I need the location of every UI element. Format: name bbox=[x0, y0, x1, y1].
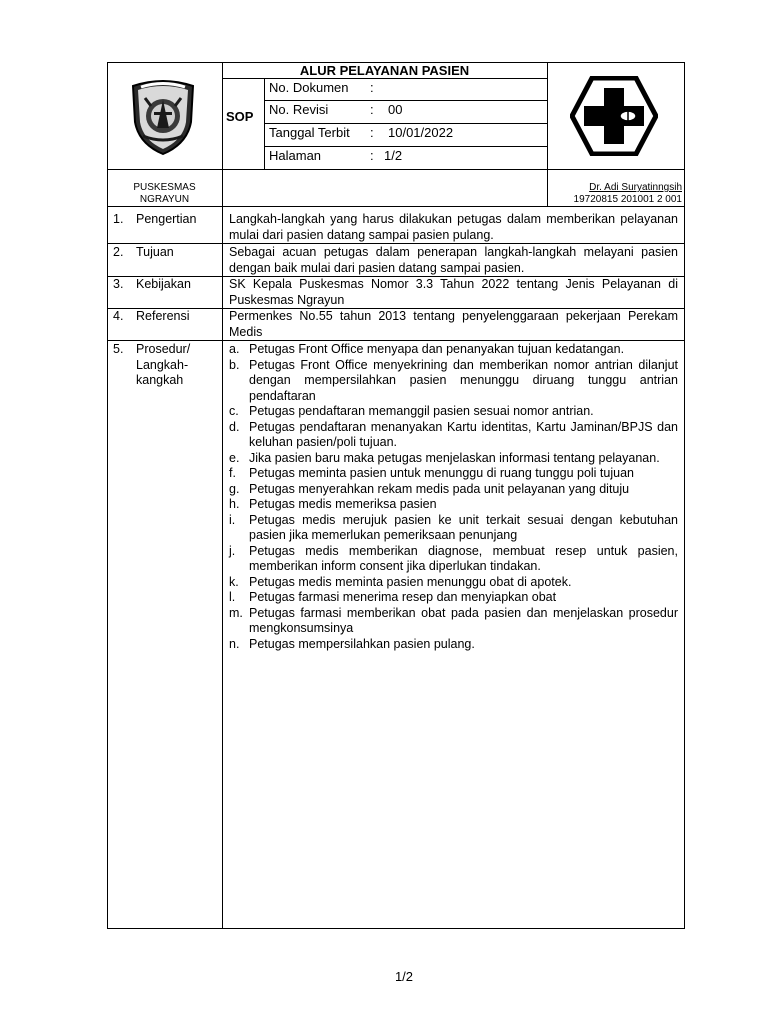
procedure-step: l. Petugas farmasi menerima resep dan menyiapkan obat bbox=[229, 590, 557, 604]
org-name-line1: PUSKESMAS bbox=[133, 182, 196, 193]
section-text-kebijakan: SK Kepala Puskesmas Nomor 3.3 Tahun 2022 tentang Jenis Pelayanan di Puskesmas Ngrayun bbox=[229, 277, 678, 307]
puskesmas-cross-icon bbox=[570, 76, 658, 156]
procedure-step: c. Petugas pendaftaran memanggil pasien sesuai nomor antrian. bbox=[229, 404, 594, 418]
section-label-referensi: Referensi bbox=[136, 309, 190, 323]
procedure-steps-list bbox=[229, 342, 678, 652]
section-label-prosedur-line1: Prosedur/ bbox=[136, 342, 191, 356]
procedure-step: i. Petugas medis merujuk pasien ke unit terkait sesuai dengan kebutuhan pasien jika memerlukan pemeriksaan penunjang bbox=[229, 512, 678, 542]
section-label-prosedur-line3: kangkah bbox=[136, 373, 184, 387]
section-label-pengertian: Pengertian bbox=[136, 212, 197, 226]
org-name-line2: NGRAYUN bbox=[139, 194, 190, 205]
divider bbox=[107, 340, 685, 341]
field-sep: : bbox=[370, 125, 374, 140]
divider bbox=[264, 146, 547, 147]
procedure-step: k. Petugas medis meminta pasien menunggu obat di apotek. bbox=[229, 574, 572, 589]
field-label: Tanggal Terbit bbox=[269, 125, 350, 140]
section-text-tujuan: Sebagai acuan petugas dalam penerapan langkah-langkah melayani pasien dengan baik mulai dari pasien datang sampai pasien. bbox=[229, 245, 678, 275]
procedure-step: j. Petugas medis memberikan diagnose, membuat resep untuk pasien, memberikan inform consent jika diperlukan tindakan. bbox=[229, 543, 678, 573]
section-text-referensi: Permenkes No.55 tahun 2013 tentang penyelenggaraan pekerjaan Perekam Medis bbox=[229, 309, 678, 339]
section-text-pengertian: Langkah-langkah yang harus dilakukan petugas dalam memberikan pelayanan mulai dari pasien datang sampai pasien pulang. bbox=[229, 212, 678, 242]
divider bbox=[107, 243, 685, 244]
section-number: 3. bbox=[113, 277, 124, 291]
divider bbox=[222, 62, 223, 929]
field-sep: : bbox=[370, 80, 374, 95]
divider bbox=[107, 169, 685, 170]
signatory-name: Dr. Adi Suryatinngsih bbox=[589, 182, 682, 193]
document-title: ALUR PELAYANAN PASIEN bbox=[299, 63, 470, 78]
field-sep: : bbox=[370, 102, 374, 117]
section-number: 2. bbox=[113, 245, 124, 259]
divider bbox=[107, 206, 685, 207]
ponorogo-regency-seal-icon bbox=[127, 78, 199, 156]
procedure-step: h. Petugas medis memeriksa pasien bbox=[229, 497, 437, 511]
procedure-step: e. Jika pasien baru maka petugas menjelaskan informasi tentang pelayanan. bbox=[229, 450, 660, 465]
field-sep: : bbox=[370, 148, 374, 163]
signatory-nip: 19720815 201001 2 001 bbox=[573, 194, 682, 205]
sop-label: SOP bbox=[226, 109, 254, 124]
procedure-step: m. Petugas farmasi memberikan obat pada pasien dan menjelaskan prosedur mengkonsumsinya bbox=[229, 605, 678, 635]
section-label-kebijakan: Kebijakan bbox=[136, 277, 191, 291]
field-label: No. Revisi bbox=[269, 102, 329, 117]
page-number: 1/2 bbox=[394, 969, 414, 984]
section-number: 5. bbox=[113, 342, 124, 356]
section-label-tujuan: Tujuan bbox=[136, 245, 174, 259]
procedure-step: g. Petugas menyerahkan rekam medis pada unit pelayanan yang dituju bbox=[229, 481, 630, 496]
section-number: 1. bbox=[113, 212, 124, 226]
field-value: 1/2 bbox=[384, 148, 403, 163]
procedure-step: b. Petugas Front Office menyekrining dan memberikan nomor antrian dilanjut dengan mempersilahkan pasien menunggu diruang tunggu antrian pendaftaran bbox=[229, 357, 678, 403]
section-label-prosedur-line2: Langkah- bbox=[136, 357, 189, 372]
field-value: 00 bbox=[388, 102, 403, 117]
field-label: Halaman bbox=[269, 148, 322, 163]
divider bbox=[264, 123, 547, 124]
section-number: 4. bbox=[113, 309, 124, 323]
field-label: No. Dokumen bbox=[269, 80, 349, 95]
field-value: 10/01/2022 bbox=[388, 125, 454, 140]
procedure-step: a. Petugas Front Office menyapa dan penanyakan tujuan kedatangan. bbox=[229, 342, 625, 356]
procedure-step: f. Petugas meminta pasien untuk menunggu di ruang tunggu poli tujuan bbox=[229, 466, 634, 480]
procedure-step: n. Petugas mempersilahkan pasien pulang. bbox=[229, 636, 475, 651]
divider bbox=[222, 78, 547, 79]
divider bbox=[264, 100, 547, 101]
procedure-step: d. Petugas pendaftaran menanyakan Kartu identitas, Kartu Jaminan/BPJS dan keluhan pasien/poli tujuan. bbox=[229, 419, 678, 449]
